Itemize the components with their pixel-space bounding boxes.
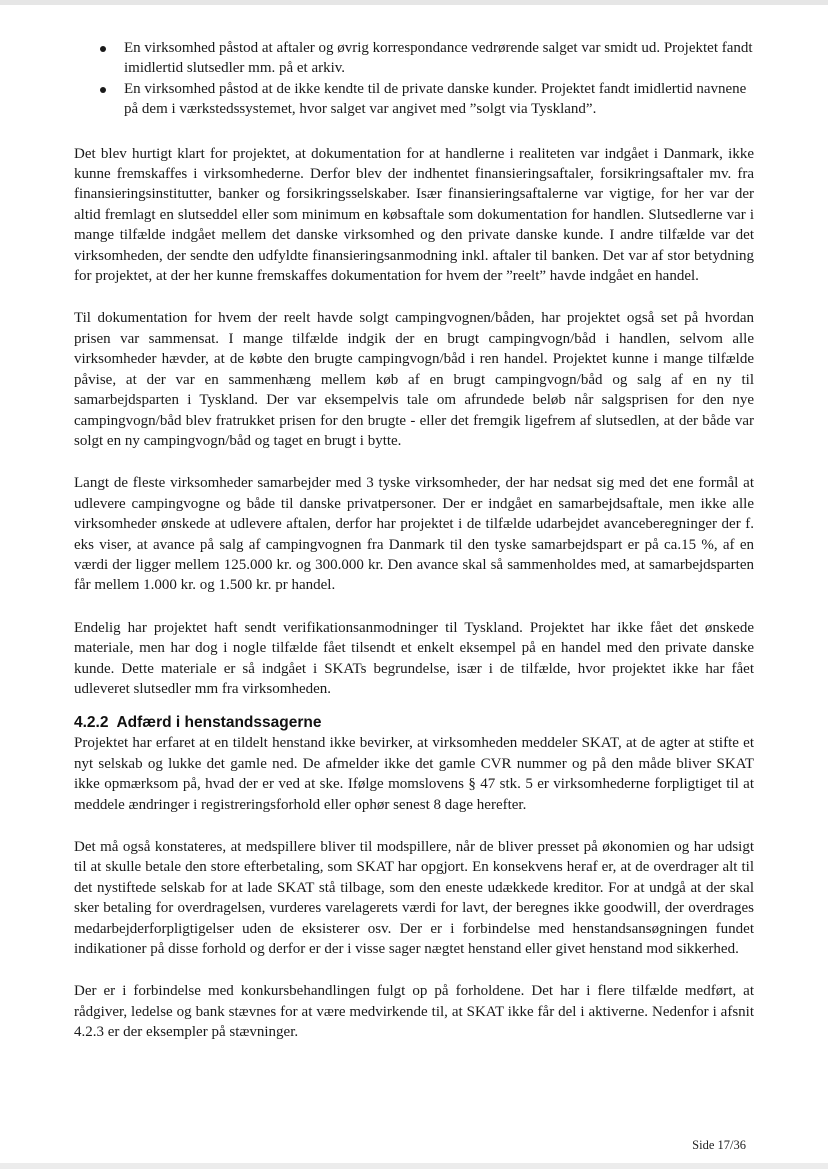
section-title: Adfærd i henstandssagerne [116,714,322,732]
paragraph: Endelig har projektet haft sendt verifikationsanmodninger til Tyskland. Projektet har ikke fået det ønskede materiale, men har dog i nogle tilfælde fået tilsendt et enkelt eksempel på en handel med den private danske kunde. Dette materiale er så indgået i SKATs begrundelse, især i de tilfælde, hvor projektet ikke har fået udleveret slutsedler mm fra virksomheden. [74,619,754,697]
scan-top-edge [0,0,828,5]
bullet-text: En virksomhed påstod at de ikke kendte til de private danske kunder. Projektet fandt imidlertid navnene på dem i værkstedssystemet, hvor salget var angivet med ”solgt via Tyskland”. [124,80,747,118]
page-number: Side 17/36 [692,1138,746,1152]
section-heading [74,713,754,733]
paragraph: Langt de fleste virksomheder samarbejder med 3 tyske virksomheder, der har nedsat sig med det ene formål at udlevere campingvogne og både til danske privatpersoner. Der er indgået en samarbejdsaftale, men ikke alle virksomheder ønskede at udlevere aftalen, derfor har projektet i de tilfælde udarbejdet avanceberegninger der f. eks viser, at avance på salg af campingvognen fra Danmark til den tyske samarbejdspart er på ca.15 %, af en værdi der ligger mellem 125.000 kr. og 300.000 kr. Den avance skal så sammenholdes med, at samarbejdsparten får mellem 1.000 kr. og 1.500 kr. pr handel. [74,475,754,594]
paragraph: Det blev hurtigt klart for projektet, at dokumentation for at handlerne i realiteten var indgået i Danmark, ikke kunne fremskaffes i virksomhederne. Derfor blev der indhentet finansieringsaftaler, forsikringsaftaler mv. fra finansieringsinstitutter, banker og forsikringsselskaber. Især finansieringsaftalerne var vigtige, for her var der altid fremlagt en slutseddel eller som minimum en købsaftale som dokumentation for handlen. Slutsedlerne var i mange tilfælde indgået mellem det danske virksomhed og den private danske kunde. I andre tilfælde var det virksomheden, der sendte den udfyldte finansieringsanmodning inkl. aftaler til banken. Det var af stor betydning for projektet, at der her kunne fremskaffes dokumentation for hvem der ”reelt” havde indgået en handel. [74,145,754,285]
bullet-text: En virksomhed påstod at aftaler og øvrig korrespondance vedrørende salget var smidt ud. Projektet fandt imidlertid slutsedler mm. på et arkiv. [124,40,753,77]
bullet-list [74,38,754,120]
paragraph: Projektet har erfaret at en tildelt henstand ikke bevirker, at virksomheden meddeler SKAT, at de agter at stifte et nyt selskab og lukke det gamle ned. De afmelder ikke det gamle CVR nummer og på den måde bliver SKAT ikke opmærksom på, hvad der er ved at ske. Ifølge momslovens § 47 stk. 5 er virksomhederne forpligtiget til at meddele ændringer i registreringsforhold eller ophør senest 8 dage herefter. [74,735,754,813]
section-number: 4.2.2 [74,714,109,732]
scan-bottom-edge [0,1163,828,1169]
document-page [74,38,754,1065]
bullet-item [74,38,754,79]
bullet-icon [100,46,106,52]
paragraph: Til dokumentation for hvem der reelt havde solgt campingvognen/båden, har projektet også set på hvordan prisen var sammensat. I mange tilfælde indgik der en brugt campingvogn/båd i handlen, selvom alle virksomheder hævder, at de købte den brugte campingvogn/båd i ren handel. Projektet kunne i mange tilfælde påvise, at der var en sammenhæng mellem køb af en brugt campingvogn/båd og salg af en ny til samarbejdsparten i Tyskland. Der var eksempelvis tale om afrundede beløb når salgsprisen for den nye campingvogn/båd blev fratrukket prisen for den brugte - eller det fremgik ligefrem af slutsedlen, at der både var solgt en ny campingvogn/båd og taget en brugt i bytte. [74,310,754,449]
paragraph: Der er i forbindelse med konkursbehandlingen fulgt op på forholdene. Det har i flere tilfælde medført, at rådgiver, ledelse og bank stævnes for at være medvirkende til, at SKAT ikke får del i aktiverne. Nedenfor i afsnit 4.2.3 er der eksempler på stævninger. [74,983,754,1041]
paragraph: Det må også konstateres, at medspillere bliver til modspillere, når de bliver presset på økonomien og har udsigt til at skulle betale den store efterbetaling, som SKAT har opgjort. En konsekvens heraf er, at de overdrager alt til det nystiftede selskab for at lade SKAT stå tilbage, som den eneste udækkede kreditor. For at undgå at der skal sker betaling for overdragelsen, vurderes varelagerets værdi for lavt, der beregnes ikke goodwill, der overdrages medarbejderforpligtigelser uden de eksisterer osv. Der er i forbindelse med henstandsansøgningen fundet indikationer på disse forhold og derfor er der i visse sager nægtet henstand eller givet henstand mod sikkerhed. [74,839,754,958]
bullet-icon [100,87,106,93]
bullet-item [74,79,754,120]
